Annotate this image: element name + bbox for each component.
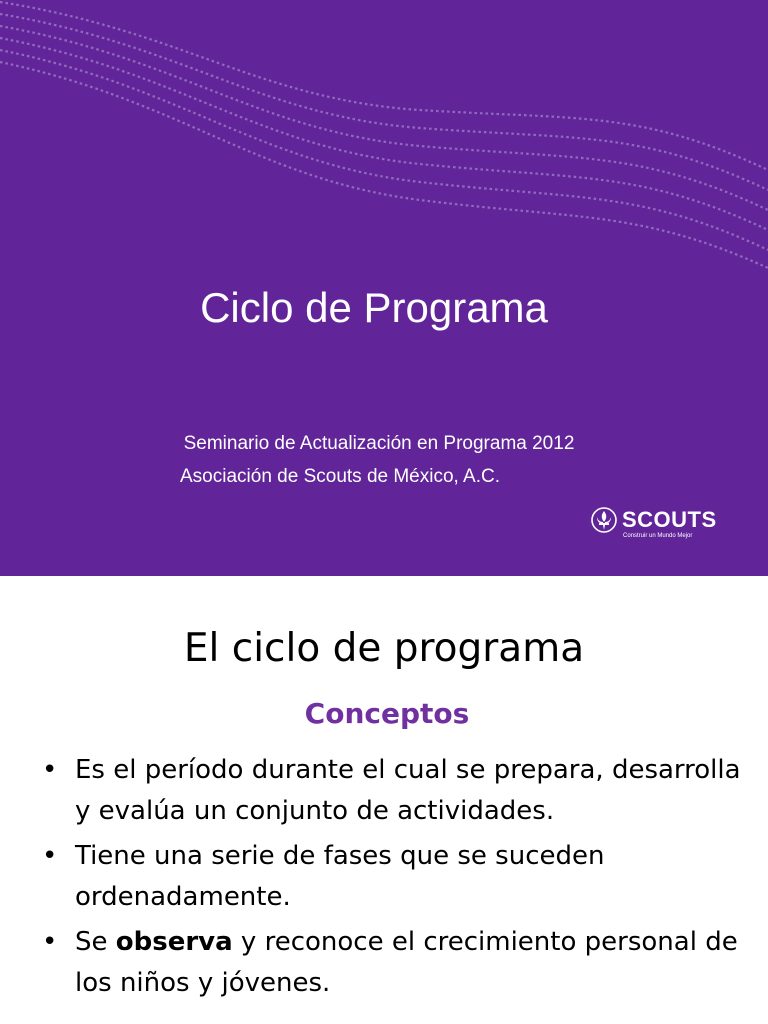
bullet-item — [42, 750, 762, 832]
content-slide-title: El ciclo de programa — [183, 626, 585, 671]
bullet-item — [42, 922, 762, 1004]
bullet-text: Es el período durante el cual se prepara, desarrolla y evalúa un conjunto de actividades. — [75, 755, 741, 826]
bullet-list — [42, 750, 762, 1008]
bullet-icon: • — [42, 927, 58, 957]
slide-title: Ciclo de Programa — [200, 284, 548, 331]
fleur-de-lis-icon — [591, 507, 617, 535]
bullet-item — [42, 836, 762, 918]
scouts-wordmark: SCOUTS — [622, 507, 717, 532]
decorative-rope-pattern — [0, 0, 768, 280]
bullet-text: Tiene una serie de fases que se suceden ordenadamente. — [75, 841, 605, 912]
section-heading: Conceptos — [304, 697, 470, 730]
bullet-text-prefix: Se — [75, 927, 116, 957]
bullet-icon: • — [42, 755, 58, 785]
bullet-icon: • — [42, 841, 58, 871]
bullet-text-suffix: y reconoce el crecimiento personal de los niños y jóvenes. — [75, 927, 738, 998]
scouts-logo — [591, 505, 726, 541]
scouts-tagline: Construir un Mundo Mejor — [623, 533, 693, 539]
organization-subtitle: Asociación de Scouts de México, A.C. — [180, 466, 500, 487]
seminar-subtitle: Seminario de Actualización en Programa 2012 — [183, 433, 575, 454]
content-slide — [0, 576, 768, 1024]
bullet-emphasis: observa — [115, 927, 233, 957]
